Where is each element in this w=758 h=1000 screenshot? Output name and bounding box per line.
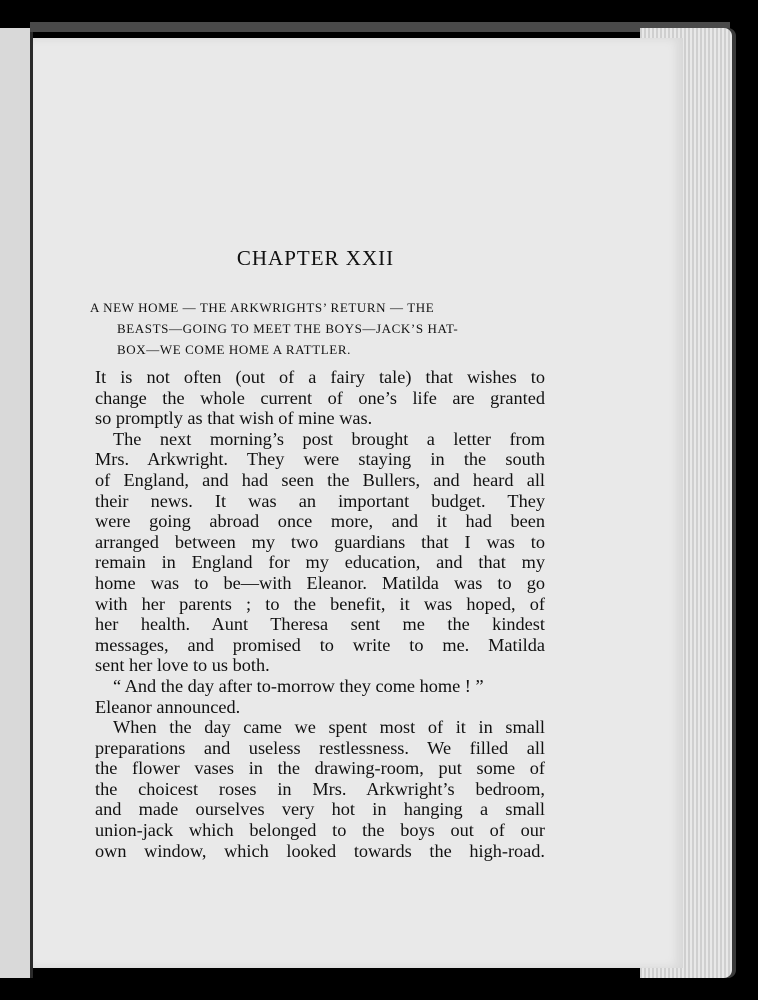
text-line: remain in England for my education, and that my [95,552,545,573]
text-line: so promptly as that wish of mine was. [95,408,373,429]
summary-line: BOX—WE COME HOME A RATTLER. [117,342,351,357]
text-line: The next morning’s post brought a letter from [113,428,545,449]
book-cover-edge [30,22,730,32]
text-line: home was to be—with Eleanor. Matilda was to go [95,572,545,593]
text-line: Eleanor announced. [95,696,241,717]
text-line: change the whole current of one’s life are granted [95,387,545,408]
summary-line: BEASTS—GOING TO MEET THE BOYS—JACK’S HAT- [117,321,459,336]
text-line: the flower vases in the drawing-room, put some of [95,758,545,779]
text-line: the choicest roses in Mrs. Arkwright’s bedroom, [95,778,545,799]
text-line: messages, and promised to write to me. Matilda [95,634,545,655]
facing-page-edge [0,28,33,978]
text-line: own window, which looked towards the high-road. [95,840,545,861]
text-line: her health. Aunt Theresa sent me the kindest [95,614,545,635]
text-line: arranged between my two guardians that I was to [95,531,545,552]
text-line: Mrs. Arkwright. They were staying in the south [95,449,545,470]
summary-line: A NEW HOME — THE ARKWRIGHTS’ RETURN — THE [90,300,435,315]
text-line: It is not often (out of a fairy tale) that wishes to [95,367,545,387]
book-page [33,38,683,968]
body-text [95,367,545,861]
chapter-title: CHAPTER XXII [236,246,395,270]
text-line: their news. It was an important budget. They [95,490,545,511]
text-line: and made ourselves very hot in hanging a small [95,799,545,820]
text-line: were going abroad once more, and it had been [95,511,545,532]
text-line: sent her love to us both. [95,655,270,676]
text-line: preparations and useless restlessness. We filled all [95,737,545,758]
text-line: union-jack which belonged to the boys out of our [95,820,545,841]
text-line: When the day came we spent most of it in small [113,717,545,738]
text-line: with her parents ; to the benefit, it was hoped, of [95,593,545,614]
chapter-summary [90,297,550,360]
text-line: of England, and had seen the Bullers, and heard all [95,469,545,490]
text-line: “ And the day after to-morrow they come home ! ” [113,675,484,696]
